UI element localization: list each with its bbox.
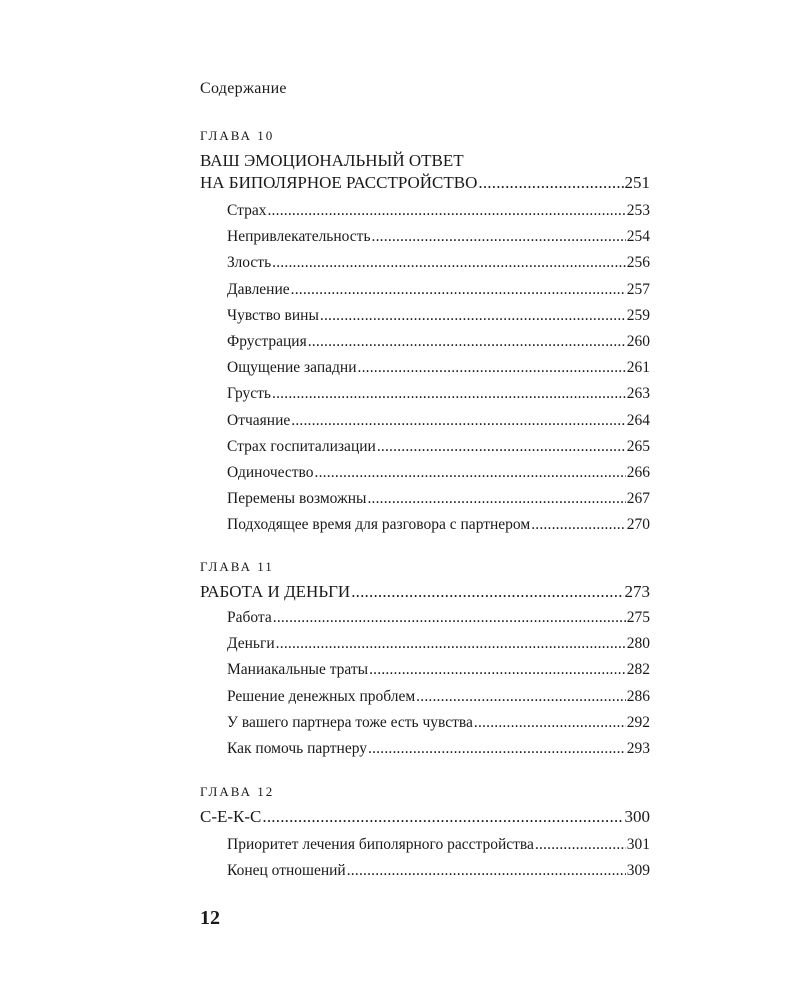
- toc-entry[interactable]: [200, 198, 650, 224]
- leader-dots: [535, 832, 626, 858]
- chapter-label: ГЛАВА 12: [200, 784, 275, 799]
- entry-title: Непривлекательность: [227, 228, 371, 246]
- leader-dots: [272, 381, 626, 407]
- chapter-label: ГЛАВА 11: [200, 559, 274, 574]
- entry-title: Конец отношений: [227, 862, 346, 880]
- page-number: 261: [626, 359, 650, 377]
- toc-entry[interactable]: [200, 224, 650, 250]
- entry-title: Ощущение западни: [227, 359, 357, 377]
- leader-dots: [272, 250, 626, 276]
- page-number: 292: [626, 713, 650, 731]
- page-number: 280: [626, 635, 650, 653]
- running-head: Содержание: [200, 80, 287, 97]
- leader-dots: [267, 198, 625, 224]
- toc-entry[interactable]: [200, 381, 650, 407]
- chapter-11: [200, 559, 650, 762]
- toc-chapter-row[interactable]: [200, 806, 650, 828]
- toc-entry[interactable]: [200, 303, 650, 329]
- page-number: 293: [626, 739, 650, 757]
- page-number: 270: [626, 516, 650, 534]
- page-number: 282: [626, 661, 650, 679]
- leader-dots: [315, 460, 626, 486]
- leader-dots: [474, 710, 626, 736]
- entry-title: Как помочь партнеру: [227, 739, 368, 757]
- entry-title: Отчаяние: [227, 411, 291, 429]
- entry-title: Грусть: [227, 385, 272, 403]
- leader-dots: [377, 434, 626, 460]
- entry-title: Злость: [227, 254, 272, 272]
- leader-dots: [308, 329, 626, 355]
- toc-entry[interactable]: [200, 250, 650, 276]
- chapter-title: С-Е-К-С: [200, 807, 262, 826]
- toc-entry[interactable]: [200, 631, 650, 657]
- toc-chapter-row[interactable]: [200, 581, 650, 603]
- toc-entry[interactable]: [200, 460, 650, 486]
- page-number: 264: [626, 411, 650, 429]
- toc-entry[interactable]: [200, 277, 650, 303]
- page-number: 257: [626, 280, 650, 298]
- toc-entry[interactable]: [200, 858, 650, 884]
- toc-page: [200, 0, 650, 1000]
- page-number: 263: [626, 385, 650, 403]
- entry-title: Фрустрация: [227, 332, 307, 350]
- chapter-10: [200, 128, 650, 538]
- toc-chapter-row[interactable]: [200, 172, 650, 194]
- leader-dots: [262, 806, 623, 828]
- leader-dots: [368, 736, 626, 762]
- toc-entry[interactable]: [200, 355, 650, 381]
- leader-dots: [372, 224, 626, 250]
- toc-entry[interactable]: [200, 684, 650, 710]
- leader-dots: [367, 486, 625, 512]
- leader-dots: [358, 355, 626, 381]
- page-number: 251: [624, 173, 650, 192]
- chapter-title: ВАШ ЭМОЦИОНАЛЬНЫЙ ОТВЕТ: [200, 151, 464, 170]
- page-number: 260: [626, 332, 650, 350]
- page-number: 286: [626, 687, 650, 705]
- entry-title: Чувство вины: [227, 306, 319, 324]
- page-number: 309: [626, 862, 650, 880]
- leader-dots: [291, 277, 626, 303]
- leader-dots: [478, 172, 623, 194]
- leader-dots: [347, 858, 626, 884]
- entry-title: Одиночество: [227, 463, 314, 481]
- leader-dots: [276, 631, 626, 657]
- entry-title: Маниакальные траты: [227, 661, 369, 679]
- entry-title: Перемены возможны: [227, 490, 367, 508]
- page-number: 273: [624, 582, 650, 601]
- entry-title: У вашего партнера тоже есть чувства: [227, 713, 473, 731]
- chapter-12: [200, 784, 650, 884]
- page-number: 256: [626, 254, 650, 272]
- leader-dots: [291, 408, 626, 434]
- chapter-label: ГЛАВА 10: [200, 128, 275, 143]
- leader-dots: [351, 581, 623, 603]
- page-number: 267: [626, 490, 650, 508]
- toc-entry[interactable]: [200, 832, 650, 858]
- toc-entry[interactable]: [200, 329, 650, 355]
- chapter-title-continued: НА БИПОЛЯРНОЕ РАССТРОЙСТВО: [200, 173, 478, 192]
- toc-entry[interactable]: [200, 512, 650, 538]
- page-number: 300: [624, 807, 650, 826]
- page-number: 259: [626, 306, 650, 324]
- entry-title: Давление: [227, 280, 290, 298]
- toc-entry[interactable]: [200, 710, 650, 736]
- toc-entry[interactable]: [200, 408, 650, 434]
- entry-title: Решение денежных проблем: [227, 687, 416, 705]
- toc-entry[interactable]: [200, 736, 650, 762]
- toc-entry[interactable]: [200, 605, 650, 631]
- page-number: 301: [626, 836, 650, 853]
- leader-dots: [531, 512, 626, 538]
- entry-title: Страх госпитализации: [227, 437, 376, 455]
- entry-title: Работа: [227, 609, 272, 626]
- toc-entry[interactable]: [200, 657, 650, 683]
- page-number: 275: [626, 609, 650, 626]
- entry-title: Подходящее время для разговора с партнером: [227, 516, 531, 534]
- entry-title: Страх: [227, 202, 267, 219]
- page-number: 254: [626, 228, 650, 246]
- page-number: 253: [626, 202, 650, 219]
- toc-entry[interactable]: [200, 434, 650, 460]
- chapter-title: РАБОТА И ДЕНЬГИ: [200, 582, 351, 601]
- entry-title: Приоритет лечения биполярного расстройства: [227, 836, 534, 853]
- leader-dots: [320, 303, 626, 329]
- page-number: 266: [626, 463, 650, 481]
- page-folio: 12: [200, 907, 220, 929]
- leader-dots: [416, 684, 626, 710]
- page-number: 265: [626, 437, 650, 455]
- toc-entry[interactable]: [200, 486, 650, 512]
- entry-title: Деньги: [227, 635, 275, 653]
- leader-dots: [369, 657, 626, 683]
- leader-dots: [273, 605, 626, 631]
